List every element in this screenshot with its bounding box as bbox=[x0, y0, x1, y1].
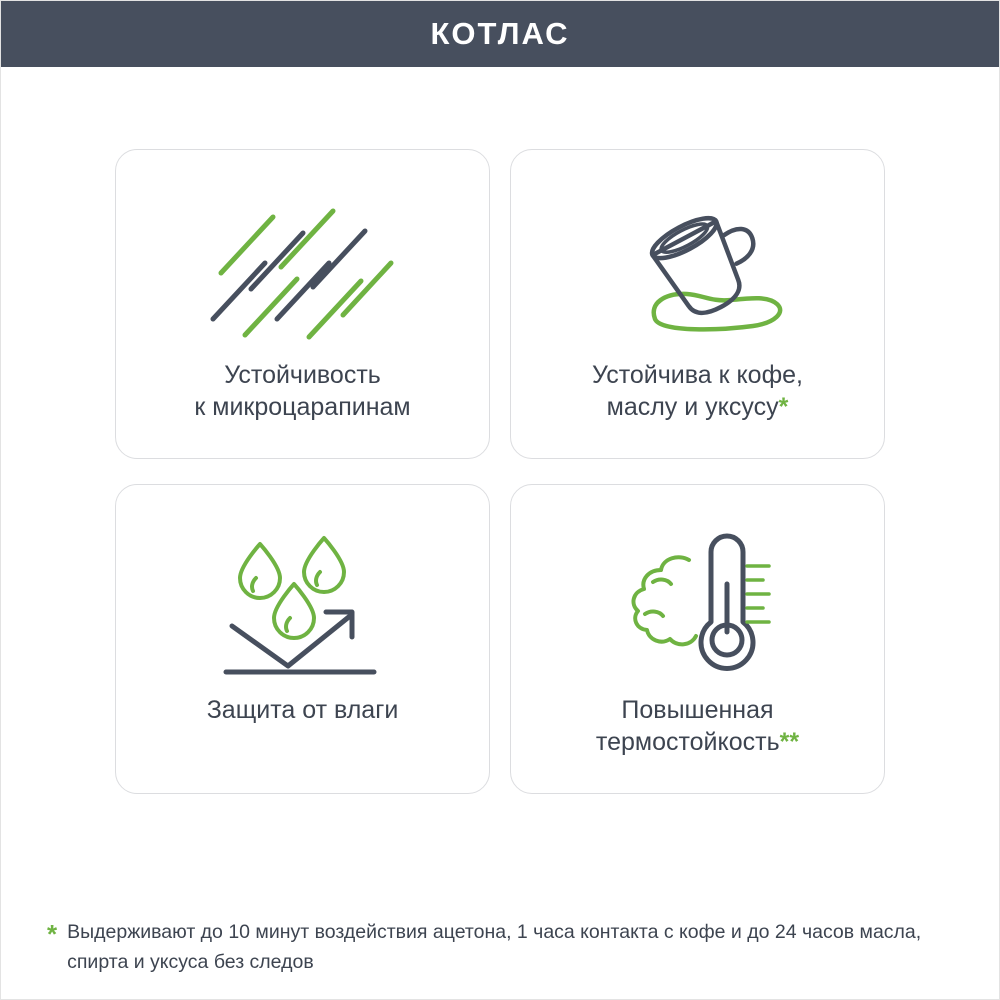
feature-label-line1: Устойчива к кофе, bbox=[591, 361, 803, 389]
spilled-cup-icon bbox=[593, 184, 803, 359]
footnote-asterisk: ** bbox=[779, 728, 800, 756]
feature-label-line2: к микроцарапинам bbox=[194, 393, 411, 421]
feature-label-line1: Устойчивость bbox=[224, 361, 381, 389]
scratch-lines-icon bbox=[203, 184, 403, 359]
footnote-text: Выдерживают до 10 минут воздействия ацетона, 1 часа контакта с кофе и до 24 часов масла, спирта и уксуса без следов bbox=[67, 920, 922, 973]
header-bar bbox=[1, 1, 999, 67]
feature-card-stains[interactable] bbox=[510, 149, 885, 459]
water-drops-repel-icon bbox=[198, 519, 408, 694]
feature-card-label bbox=[176, 359, 428, 423]
feature-card-moisture[interactable] bbox=[115, 484, 490, 794]
feature-card-grid bbox=[115, 149, 885, 794]
footnote bbox=[47, 917, 959, 977]
feature-card-heat[interactable] bbox=[510, 484, 885, 794]
page-title: КОТЛАС bbox=[430, 16, 570, 51]
feature-label-line2-text: маслу и уксусу bbox=[606, 393, 779, 421]
feature-card-label bbox=[578, 694, 817, 758]
footnote-marker: * bbox=[47, 918, 58, 949]
feature-label-line1: Повышенная bbox=[621, 696, 774, 724]
feature-label-line2 bbox=[592, 391, 803, 423]
feature-label-line2-text: термостойкость bbox=[595, 728, 780, 756]
feature-label-line1: Защита от влаги bbox=[206, 696, 399, 724]
feature-label-line2 bbox=[596, 726, 799, 758]
feature-card-label bbox=[189, 694, 417, 726]
feature-card-label bbox=[574, 359, 821, 423]
feature-card-scratch[interactable] bbox=[115, 149, 490, 459]
thermometer-heat-icon bbox=[593, 519, 803, 694]
footnote-asterisk: * bbox=[778, 393, 789, 421]
